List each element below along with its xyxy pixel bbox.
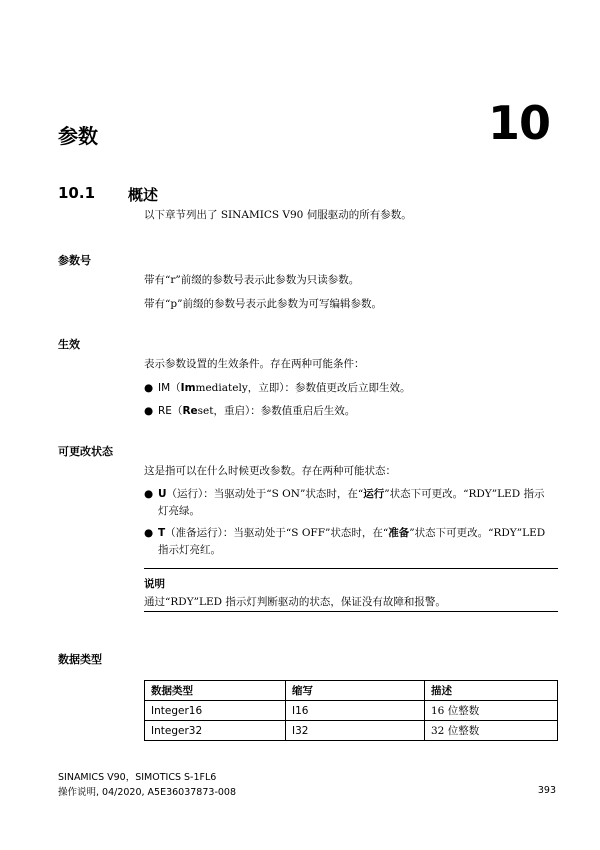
bullet-dot: ● [144,488,154,500]
bullet-dot: ● [144,527,154,539]
effect-bullet-re: ● RE（Reset，重启）：参数值重启后生效。 [144,403,554,420]
data-types-heading: 数据类型 [58,653,102,666]
table-cell: Integer32 [145,721,286,741]
table-cell: Integer16 [145,701,286,721]
column-header: 缩写 [286,681,425,701]
changeable-intro: 这是指可以在什么时候更改参数。存在两种可能状态： [144,465,396,477]
note-text: 通过“RDY”LED 指示灯判断驱动的状态，保证没有故障和报警。 [144,596,446,608]
changeable-bullet-u: ● U（运行）：当驱动处于“S ON”状态时，在“运行”状态下可更改。“RDY”LED 指示灯亮绿。 [144,488,545,517]
bullet-code: RE [158,405,172,417]
effect-bullet-im: ● IM（Immediately，立即）：参数值更改后立即生效。 [144,380,554,397]
footer-line-1: SINAMICS V90，SIMOTICS S-1FL6 [58,772,217,783]
bullet-code: IM [158,382,171,394]
table-cell: I16 [286,701,425,721]
param-number-line-p: 带有“p”前缀的参数号表示此参数为可写编辑参数。 [144,298,382,310]
table-row [145,701,558,721]
effect-intro: 表示参数设置的生效条件。存在两种可能条件： [144,358,365,370]
section-number: 10.1 [58,184,96,202]
footer-line-2: 操作说明, 04/2020, A5E36037873-008 [58,787,237,798]
effect-heading: 生效 [58,338,80,351]
note-title: 说明 [144,578,165,590]
page-number: 393 [537,785,556,796]
table-cell: 32 位整数 [425,721,558,741]
table-header-row [145,681,558,701]
chapter-title: 参数 [58,124,98,148]
column-header: 数据类型 [145,681,286,701]
table-cell: I32 [286,721,425,741]
section-title: 概述 [128,186,159,204]
table-cell: 16 位整数 [425,701,558,721]
footer-product [58,770,236,800]
bullet-dot: ● [144,405,154,417]
section-intro: 以下章节列出了 SINAMICS V90 伺服驱动的所有参数。 [144,209,412,221]
changeable-bullet-t: ● T（准备运行）：当驱动处于“S OFF”状态时，在“准备”状态下可更改。“RDY”LED 指示灯亮红。 [144,527,546,556]
changeable-heading: 可更改状态 [58,445,113,458]
column-header: 描述 [425,681,558,701]
param-number-heading: 参数号 [58,254,91,267]
param-number-line-r: 带有“r”前缀的参数号表示此参数为只读参数。 [144,274,360,286]
bullet-dot: ● [144,382,154,394]
data-types-table [144,680,558,741]
table-row [145,721,558,741]
chapter-number: 10 [487,96,550,150]
